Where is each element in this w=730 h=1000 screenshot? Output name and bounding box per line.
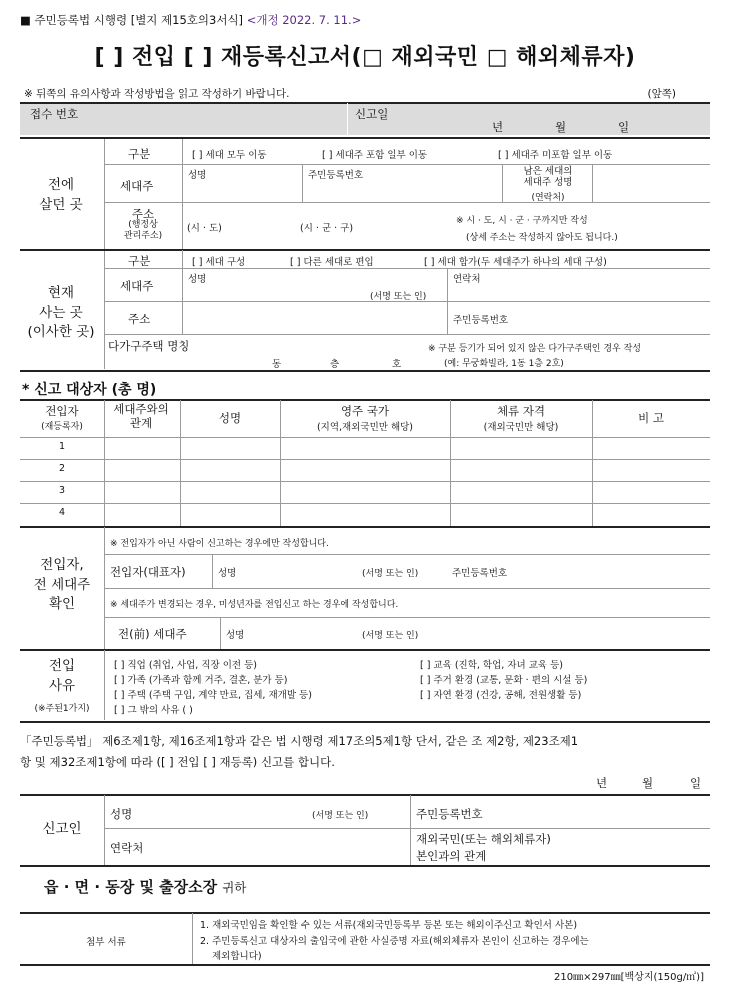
reason-housing[interactable]: [ ] 주택 (주택 구입, 계약 만료, 집세, 재개발 등)	[114, 690, 312, 701]
divider	[20, 503, 710, 504]
prev-address-note: ※ 시 · 도, 시 · 군 · 구까지만 작성	[456, 216, 588, 226]
divider	[220, 617, 221, 649]
divider	[104, 617, 710, 618]
divider	[20, 721, 710, 723]
amendment-date: <개정 2022. 7. 11.>	[246, 13, 362, 27]
curr-option-new[interactable]: [ ] 세대 구성	[192, 257, 246, 268]
col-country: 영주 국가	[340, 404, 390, 418]
col-mover: 전입자	[45, 404, 79, 418]
divider	[20, 249, 710, 251]
reporter-contact-label: 연락처	[110, 841, 144, 855]
divider	[104, 400, 105, 526]
divider	[20, 526, 710, 528]
divider	[20, 370, 710, 372]
row-number: 1	[58, 441, 66, 452]
receipt-day: 일	[618, 120, 630, 134]
divider	[104, 795, 105, 865]
multi-house-example: (예: 무궁화빌라, 1동 1층 2호)	[444, 359, 564, 369]
divider	[104, 650, 105, 720]
divider	[280, 400, 281, 526]
paper-spec: 210㎜×297㎜[백상지(150g/㎡)]	[554, 972, 704, 983]
reason-other[interactable]: [ ] 그 밖의 사유 ( )	[114, 705, 193, 716]
col-remark: 비 고	[638, 411, 664, 425]
curr-head-name-label: 성명	[188, 274, 207, 285]
reporter-sign: (서명 또는 인)	[312, 811, 369, 821]
reason-label: 전입 사유	[48, 658, 76, 694]
divider	[20, 912, 710, 914]
reporter-overseas-label: 재외국민(또는 해외체류자)	[416, 832, 551, 846]
prev-head-confirm-label: 전(前) 세대주	[118, 627, 187, 641]
statement-year: 년	[596, 776, 608, 790]
law-reference: ■ 주민등록법 시행령 [별지 제15호의3서식]	[20, 13, 244, 27]
building-unit: 호	[392, 359, 402, 370]
divider	[20, 399, 710, 401]
reason-living-environment[interactable]: [ ] 주거 환경 (교통, 문화 · 편의 시설 등)	[420, 675, 588, 686]
reason-education[interactable]: [ ] 교육 (진학, 학업, 자녀 교육 등)	[420, 660, 563, 671]
curr-option-merge[interactable]: [ ] 세대 합가(두 세대주가 하나의 세대 구성)	[424, 257, 607, 268]
targets-heading: * 신고 대상자 (총 명)	[22, 382, 157, 398]
prev-address-field-label: 주소	[131, 207, 155, 221]
col-status-sub: (재외국민만 해당)	[483, 422, 559, 433]
divider	[20, 964, 710, 966]
addressee	[44, 876, 246, 897]
confirm-note-1: ※ 전입자가 아닌 사람이 신고하는 경우에만 작성합니다.	[110, 539, 329, 549]
divider	[20, 865, 710, 867]
reporter-rrn-label: 주민등록번호	[416, 807, 483, 821]
prev-head-name-label: 성명	[188, 170, 207, 181]
curr-head-sign: (서명 또는 인)	[370, 292, 427, 302]
prev-head-rrn-label: 주민등록번호	[308, 170, 364, 181]
report-date-label: 신고일	[355, 107, 389, 121]
divider	[592, 400, 593, 526]
divider	[20, 102, 710, 104]
curr-contact-label: 연락처	[453, 274, 481, 285]
prev-address-note-detail: (상세 주소는 작성하지 않아도 됩니다.)	[466, 233, 618, 243]
prev-address-sub-label: (행정상 관리주소)	[123, 220, 163, 242]
divider	[104, 828, 710, 829]
receipt-month: 월	[555, 120, 567, 134]
remaining-head-name-label: 남은 세대의 세대주 성명	[523, 166, 573, 189]
prev-head-confirm-name-label: 성명	[226, 630, 245, 641]
divider	[104, 334, 710, 335]
divider	[302, 164, 303, 202]
multi-house-label: 다가구주택 명칭	[108, 339, 190, 353]
divider	[192, 913, 193, 964]
attachment-item-2: 2. 주민등록신고 대상자의 출입국에 관한 사실증명 자료(해외체류자 본인이 신고하는 경우에는	[200, 936, 589, 947]
row-number: 3	[58, 485, 66, 496]
addressee-suffix: 귀하	[222, 880, 247, 895]
remaining-head-contact-label: (연락처)	[531, 193, 565, 203]
prev-option-with-head[interactable]: [ ] 세대주 포함 일부 이동	[322, 150, 428, 161]
divider	[20, 437, 710, 438]
reporter-name-label: 성명	[110, 807, 133, 821]
curr-address-field-label: 주소	[128, 312, 151, 326]
form-header	[20, 12, 361, 28]
divider	[104, 268, 710, 269]
building-dong: 동	[272, 359, 282, 370]
mover-name-label: 성명	[218, 568, 237, 579]
reason-nature[interactable]: [ ] 자연 환경 (건강, 공해, 전원생활 등)	[420, 690, 582, 701]
confirm-note-2: ※ 세대주가 변경되는 경우, 미성년자를 전입신고 하는 경우에 작성합니다.	[110, 600, 399, 610]
prev-head-confirm-sign: (서명 또는 인)	[362, 631, 419, 641]
notice-text: ※ 뒤쪽의 유의사항과 작성방법을 읽고 작성하기 바랍니다.	[24, 88, 290, 100]
prev-head-label: 세대주	[120, 179, 154, 193]
prev-address-label: 전에 살던 곳	[39, 177, 83, 213]
receipt-number-label: 접수 번호	[30, 107, 79, 121]
divider	[592, 164, 593, 202]
divider	[104, 554, 710, 555]
reporter-label: 신고인	[42, 821, 82, 837]
prev-option-without-head[interactable]: [ ] 세대주 미포함 일부 이동	[498, 150, 613, 161]
prev-sido[interactable]: (시 · 도)	[187, 223, 222, 234]
curr-rrn-label: 주민등록번호	[453, 315, 509, 326]
divider	[502, 164, 503, 202]
col-country-sub: (지역,재외국민만 해당)	[316, 422, 414, 433]
addressee-office: 읍 · 면 · 동장 및 출장소장	[44, 878, 218, 896]
mover-rrn-label: 주민등록번호	[452, 568, 508, 579]
divider	[104, 588, 710, 589]
col-name: 성명	[218, 411, 242, 425]
divider	[20, 481, 710, 482]
divider	[104, 202, 710, 203]
curr-type-label: 구분	[128, 254, 151, 268]
curr-option-join[interactable]: [ ] 다른 세대로 편입	[290, 257, 374, 268]
confirm-label: 전입자, 전 세대주 확인	[33, 557, 91, 613]
divider	[104, 164, 710, 165]
statement-line-2: 항 및 제32조제1항에 따라 ([ ] 전입 [ ] 재등록) 신고를 합니다.	[20, 755, 335, 769]
mover-representative-label: 전입자(대표자)	[110, 565, 186, 579]
divider	[20, 649, 710, 651]
reason-sub-label: (※주된1가지)	[34, 704, 90, 714]
mover-sign: (서명 또는 인)	[362, 569, 419, 579]
row-number: 2	[58, 463, 66, 474]
col-mover-sub: (재등록자)	[41, 422, 83, 432]
divider	[20, 459, 710, 460]
prev-type-label: 구분	[128, 147, 151, 161]
divider	[212, 554, 213, 588]
building-floor: 층	[330, 359, 340, 370]
front-side-label: (앞쪽)	[647, 88, 676, 100]
reason-family[interactable]: [ ] 가족 (가족과 함께 거주, 결혼, 분가 등)	[114, 675, 288, 686]
statement-day: 일	[690, 776, 702, 790]
divider	[410, 795, 411, 865]
attachments-label: 첨부 서류	[86, 937, 126, 948]
divider	[180, 400, 181, 526]
reporter-relation-label: 본인과의 관계	[416, 849, 487, 863]
divider	[347, 103, 348, 135]
receipt-year: 년	[492, 120, 504, 134]
divider	[450, 400, 451, 526]
curr-head-label: 세대주	[120, 279, 154, 293]
attachment-item-1: 1. 재외국민임을 확인할 수 있는 서류(재외국민등록부 등본 또는 해외이주신고 확인서 사본)	[200, 920, 578, 931]
divider	[20, 137, 710, 139]
prev-sigungu[interactable]: (시 · 군 · 구)	[300, 223, 354, 234]
statement-month: 월	[642, 776, 654, 790]
divider	[104, 301, 710, 302]
row-number: 4	[58, 507, 66, 518]
divider	[182, 139, 183, 249]
statement-line-1: 「주민등록법」 제6조제1항, 제16조제1항과 같은 법 시행령 제17조의5제1항 단서, 같은 조 제2항, 제23조제1	[20, 734, 579, 748]
form-title: [ ] 전입 [ ] 재등록신고서(□ 재외국민 □ 해외체류자)	[94, 45, 636, 70]
col-status: 체류 자격	[496, 404, 546, 418]
reason-job[interactable]: [ ] 직업 (취업, 사업, 직장 이전 등)	[114, 660, 257, 671]
divider	[20, 794, 710, 796]
curr-address-label: 현재 사는 곳 (이사한 곳)	[27, 285, 95, 341]
col-relation: 세대주와의 관계	[113, 402, 169, 430]
multi-house-note: ※ 구분 등기가 되어 있지 않은 다가구주택인 경우 작성	[428, 344, 642, 354]
divider	[182, 250, 183, 334]
attachment-item-2-cont: 제외합니다)	[212, 951, 262, 962]
prev-option-all[interactable]: [ ] 세대 모두 이동	[192, 150, 267, 161]
